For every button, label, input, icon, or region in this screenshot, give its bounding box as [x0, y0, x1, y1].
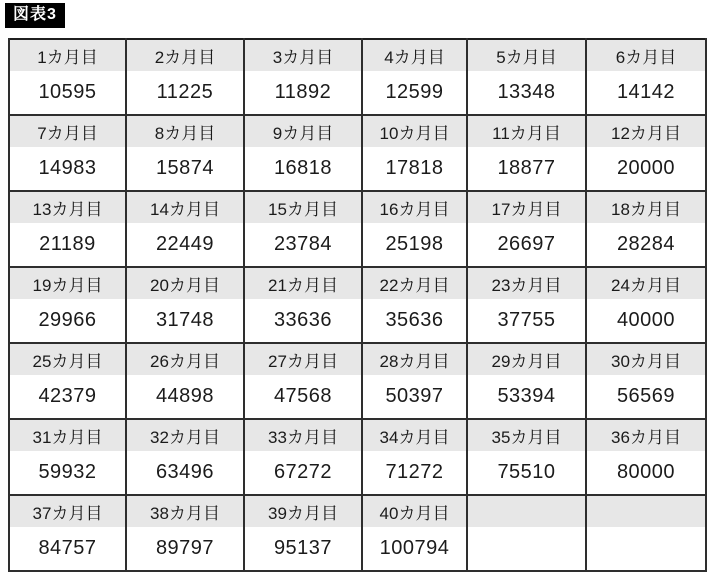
month-header-cell: 18カ月目: [586, 191, 706, 223]
month-header-cell: 21カ月目: [244, 267, 362, 299]
month-header-cell: 38カ月目: [126, 495, 244, 527]
month-header-row: [9, 495, 706, 527]
month-value-cell: 10595: [9, 71, 126, 115]
month-header-cell: 6カ月目: [586, 39, 706, 71]
month-header-cell: 3カ月目: [244, 39, 362, 71]
month-header-cell: 32カ月目: [126, 419, 244, 451]
month-header-cell: 33カ月目: [244, 419, 362, 451]
month-value-row: [9, 147, 706, 191]
month-header-cell: 23カ月目: [467, 267, 586, 299]
month-value-cell: [467, 527, 586, 571]
month-header-cell: 11カ月目: [467, 115, 586, 147]
month-value-cell: 25198: [362, 223, 467, 267]
month-header-cell: 4カ月目: [362, 39, 467, 71]
month-value-cell: 50397: [362, 375, 467, 419]
month-header-row: [9, 191, 706, 223]
month-value-cell: 89797: [126, 527, 244, 571]
month-header-cell: 36カ月目: [586, 419, 706, 451]
month-value-row: [9, 451, 706, 495]
month-value-cell: 80000: [586, 451, 706, 495]
figure-label: 図表3: [5, 3, 65, 28]
month-value-row: [9, 299, 706, 343]
month-value-cell: 21189: [9, 223, 126, 267]
month-value-cell: 40000: [586, 299, 706, 343]
monthly-values-table: [8, 38, 707, 572]
month-header-cell: 24カ月目: [586, 267, 706, 299]
month-header-cell: 34カ月目: [362, 419, 467, 451]
month-value-cell: 47568: [244, 375, 362, 419]
month-value-cell: 22449: [126, 223, 244, 267]
month-value-cell: 11892: [244, 71, 362, 115]
month-value-cell: 14142: [586, 71, 706, 115]
month-header-cell: 35カ月目: [467, 419, 586, 451]
month-header-cell: 14カ月目: [126, 191, 244, 223]
month-value-cell: [586, 527, 706, 571]
month-header-cell: 9カ月目: [244, 115, 362, 147]
month-header-row: [9, 419, 706, 451]
month-header-cell: 29カ月目: [467, 343, 586, 375]
month-value-cell: 20000: [586, 147, 706, 191]
month-value-cell: 59932: [9, 451, 126, 495]
month-header-cell: 7カ月目: [9, 115, 126, 147]
month-value-cell: 67272: [244, 451, 362, 495]
month-value-cell: 23784: [244, 223, 362, 267]
month-value-cell: 44898: [126, 375, 244, 419]
month-value-cell: 63496: [126, 451, 244, 495]
month-value-cell: 75510: [467, 451, 586, 495]
month-value-cell: 17818: [362, 147, 467, 191]
month-header-cell: [467, 495, 586, 527]
month-header-cell: 25カ月目: [9, 343, 126, 375]
month-value-cell: 14983: [9, 147, 126, 191]
month-header-cell: 27カ月目: [244, 343, 362, 375]
month-value-cell: 33636: [244, 299, 362, 343]
month-header-cell: 19カ月目: [9, 267, 126, 299]
month-header-cell: 17カ月目: [467, 191, 586, 223]
month-value-cell: 18877: [467, 147, 586, 191]
month-value-row: [9, 223, 706, 267]
month-value-cell: 11225: [126, 71, 244, 115]
month-header-cell: 31カ月目: [9, 419, 126, 451]
month-value-row: [9, 375, 706, 419]
month-header-cell: 2カ月目: [126, 39, 244, 71]
month-value-cell: 26697: [467, 223, 586, 267]
month-header-row: [9, 39, 706, 71]
month-header-cell: 37カ月目: [9, 495, 126, 527]
month-value-cell: 42379: [9, 375, 126, 419]
month-value-cell: 16818: [244, 147, 362, 191]
month-value-cell: 15874: [126, 147, 244, 191]
month-header-cell: 40カ月目: [362, 495, 467, 527]
month-value-cell: 35636: [362, 299, 467, 343]
month-header-cell: 22カ月目: [362, 267, 467, 299]
month-value-row: [9, 527, 706, 571]
month-value-cell: 31748: [126, 299, 244, 343]
month-header-cell: 16カ月目: [362, 191, 467, 223]
month-value-cell: 71272: [362, 451, 467, 495]
month-value-cell: 84757: [9, 527, 126, 571]
month-header-cell: 1カ月目: [9, 39, 126, 71]
month-header-cell: 15カ月目: [244, 191, 362, 223]
month-value-row: [9, 71, 706, 115]
month-header-cell: 5カ月目: [467, 39, 586, 71]
month-value-cell: 100794: [362, 527, 467, 571]
month-header-cell: 13カ月目: [9, 191, 126, 223]
month-value-cell: 53394: [467, 375, 586, 419]
month-header-row: [9, 267, 706, 299]
month-value-cell: 12599: [362, 71, 467, 115]
month-header-cell: 20カ月目: [126, 267, 244, 299]
month-value-cell: 29966: [9, 299, 126, 343]
month-header-row: [9, 115, 706, 147]
month-header-cell: 39カ月目: [244, 495, 362, 527]
month-value-cell: 28284: [586, 223, 706, 267]
month-header-cell: 8カ月目: [126, 115, 244, 147]
month-header-cell: 26カ月目: [126, 343, 244, 375]
month-value-cell: 37755: [467, 299, 586, 343]
month-header-row: [9, 343, 706, 375]
month-value-cell: 56569: [586, 375, 706, 419]
month-header-cell: 12カ月目: [586, 115, 706, 147]
month-value-cell: 95137: [244, 527, 362, 571]
month-header-cell: 28カ月目: [362, 343, 467, 375]
month-header-cell: 30カ月目: [586, 343, 706, 375]
month-header-cell: [586, 495, 706, 527]
month-value-cell: 13348: [467, 71, 586, 115]
month-header-cell: 10カ月目: [362, 115, 467, 147]
